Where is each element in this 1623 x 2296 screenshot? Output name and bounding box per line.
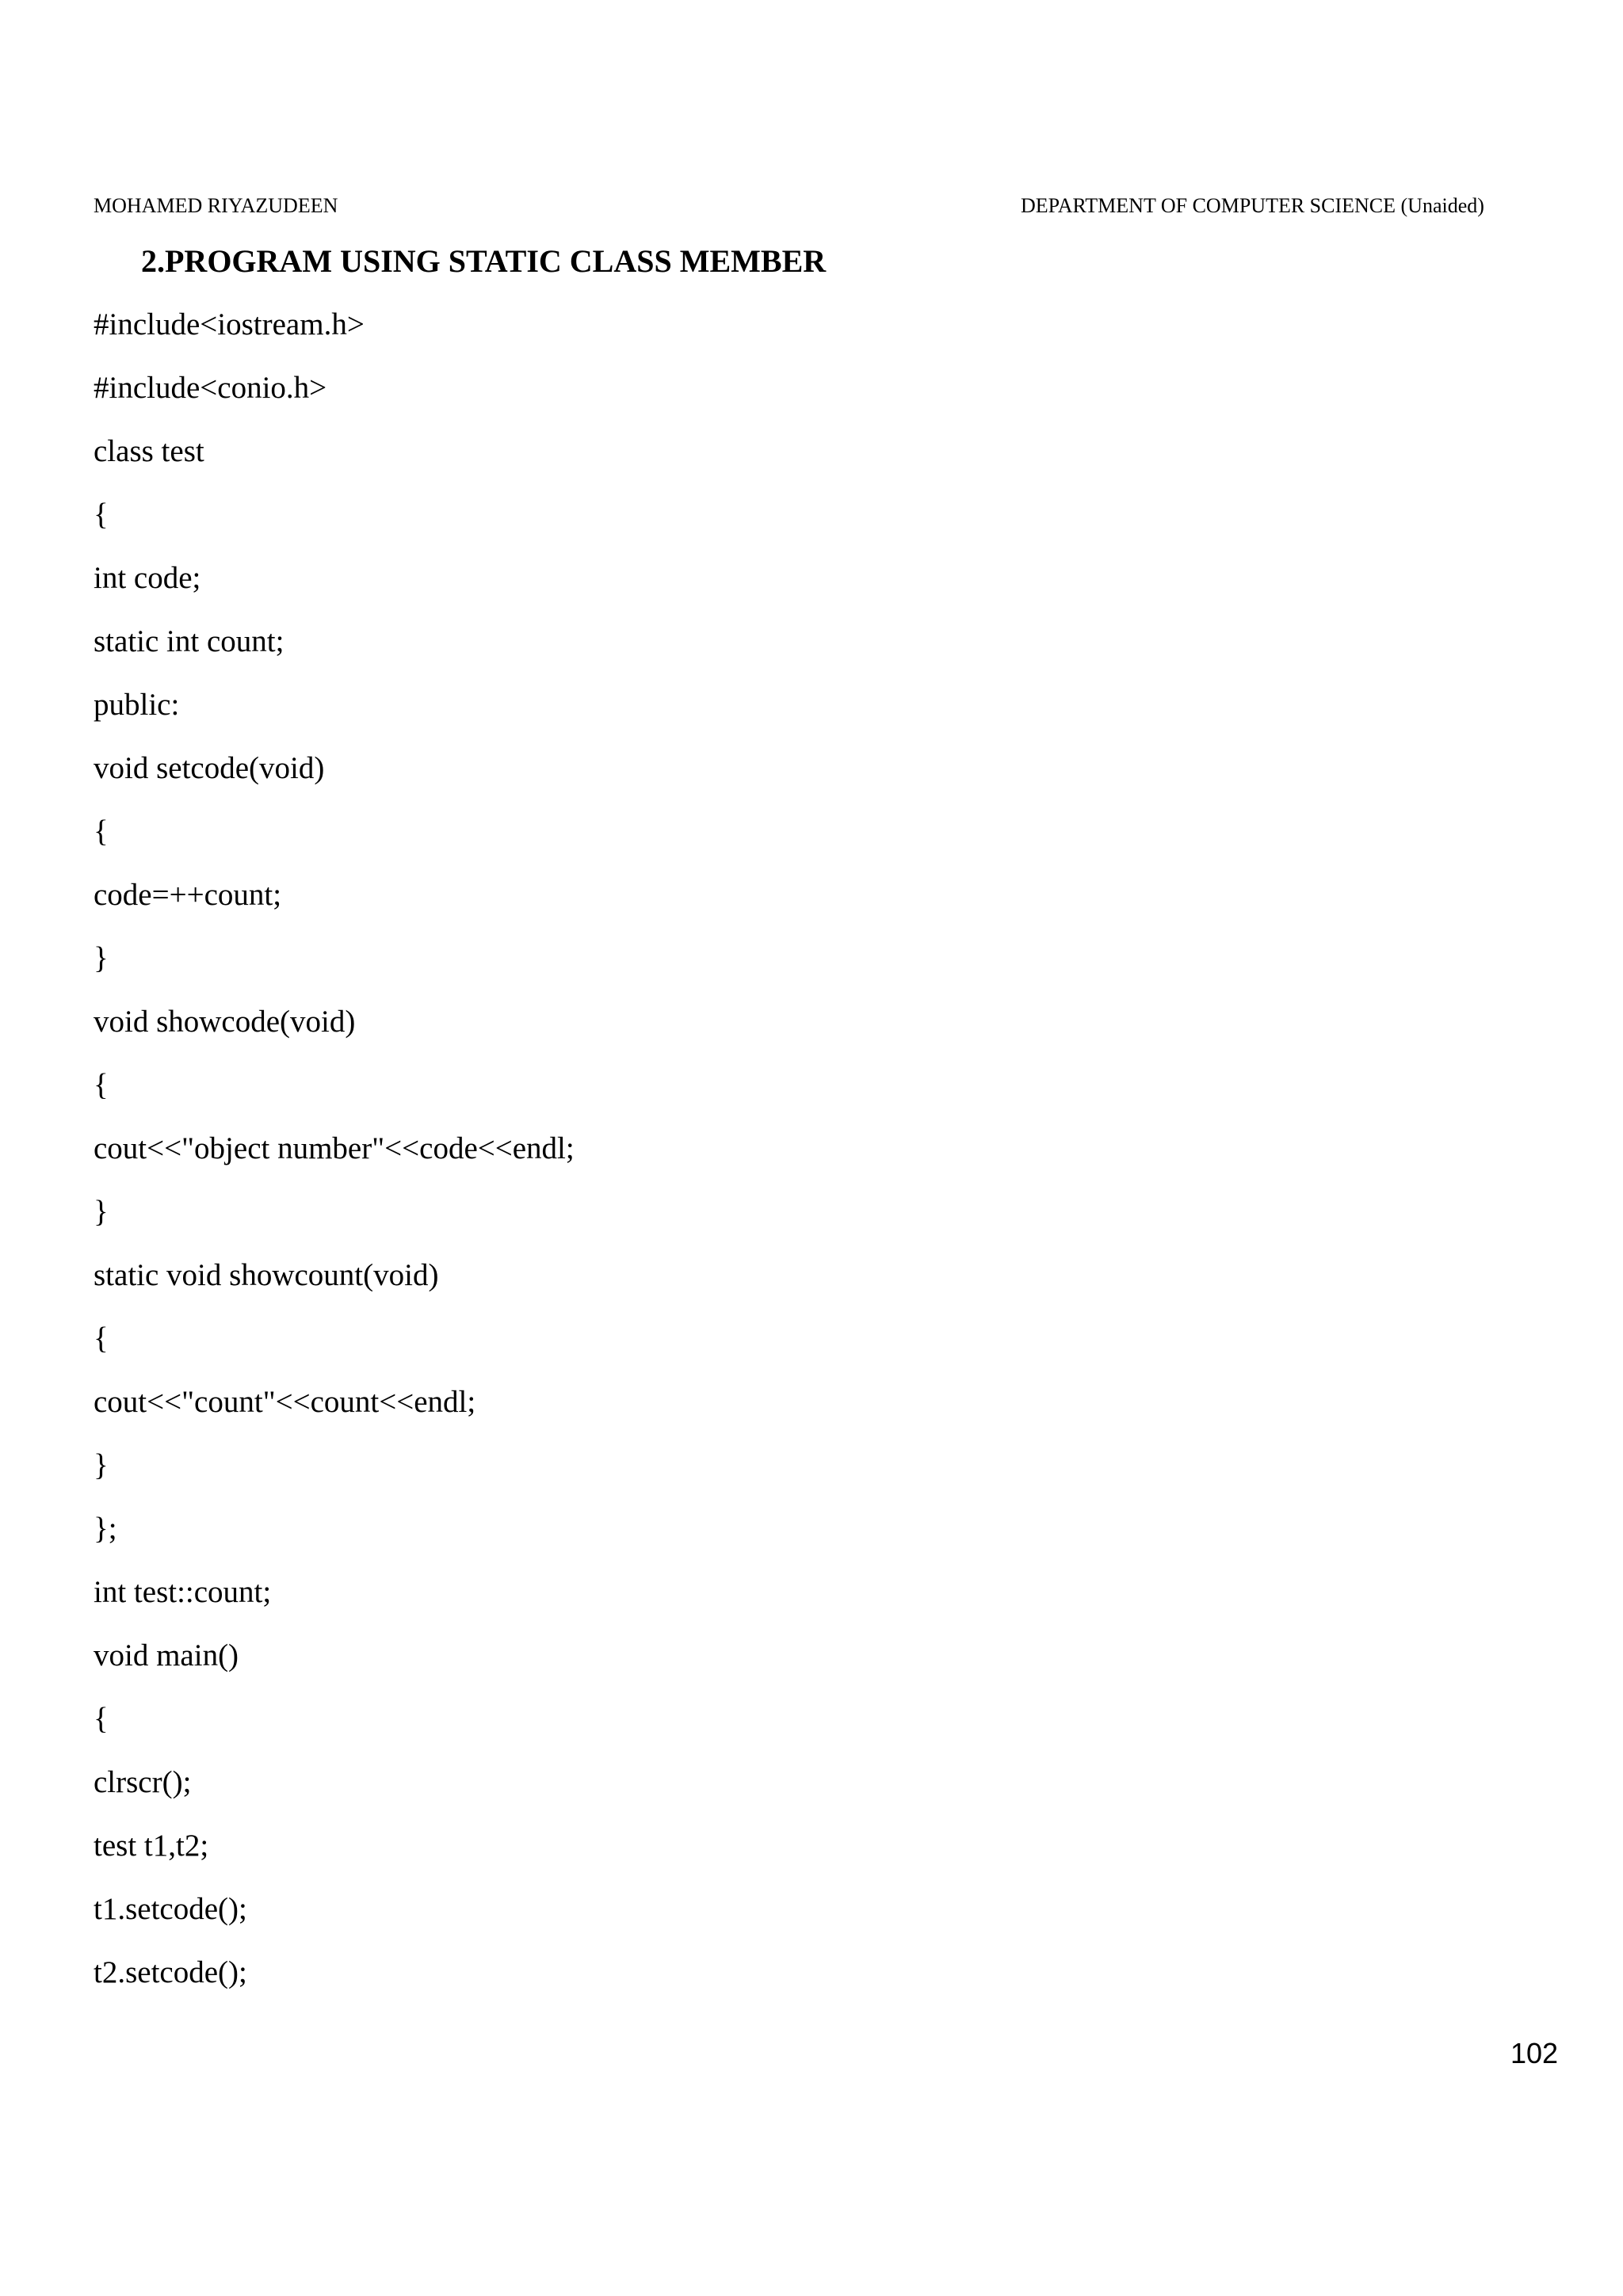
code-line: clrscr(); bbox=[94, 1765, 192, 1799]
code-line: { bbox=[94, 1322, 109, 1356]
code-line: { bbox=[94, 1068, 109, 1102]
code-line: #include<conio.h> bbox=[94, 371, 327, 405]
page-number: 102 bbox=[1510, 2037, 1559, 2069]
code-line: static int count; bbox=[94, 624, 285, 658]
code-line: t2.setcode(); bbox=[94, 1955, 247, 1989]
header-author: MOHAMED RIYAZUDEEN bbox=[94, 194, 338, 217]
code-line: void showcode(void) bbox=[94, 1005, 356, 1039]
code-line: } bbox=[94, 1195, 109, 1229]
code-line: int test::count; bbox=[94, 1575, 272, 1609]
header-department: DEPARTMENT OF COMPUTER SCIENCE (Unaided) bbox=[1021, 194, 1484, 217]
code-line: t1.setcode(); bbox=[94, 1892, 247, 1926]
code-line: void main() bbox=[94, 1638, 239, 1672]
code-line: cout<<"count"<<count<<endl; bbox=[94, 1385, 476, 1419]
code-line: cout<<"object number"<<code<<endl; bbox=[94, 1131, 575, 1165]
code-line: #include<iostream.h> bbox=[94, 307, 365, 341]
code-line: { bbox=[94, 1702, 109, 1736]
code-listing bbox=[94, 304, 1520, 2016]
code-line: code=++count; bbox=[94, 878, 282, 912]
code-line: } bbox=[94, 1448, 109, 1482]
section-title: 2.PROGRAM USING STATIC CLASS MEMBER bbox=[141, 243, 827, 279]
code-line: static void showcount(void) bbox=[94, 1258, 439, 1292]
code-line: { bbox=[94, 498, 109, 532]
code-line: { bbox=[94, 814, 109, 849]
code-line: class test bbox=[94, 434, 204, 468]
code-line: }; bbox=[94, 1512, 117, 1546]
code-line: } bbox=[94, 941, 109, 975]
code-line: test t1,t2; bbox=[94, 1829, 209, 1863]
code-line: int code; bbox=[94, 561, 201, 595]
code-line: void setcode(void) bbox=[94, 751, 325, 785]
code-line: public: bbox=[94, 688, 180, 722]
